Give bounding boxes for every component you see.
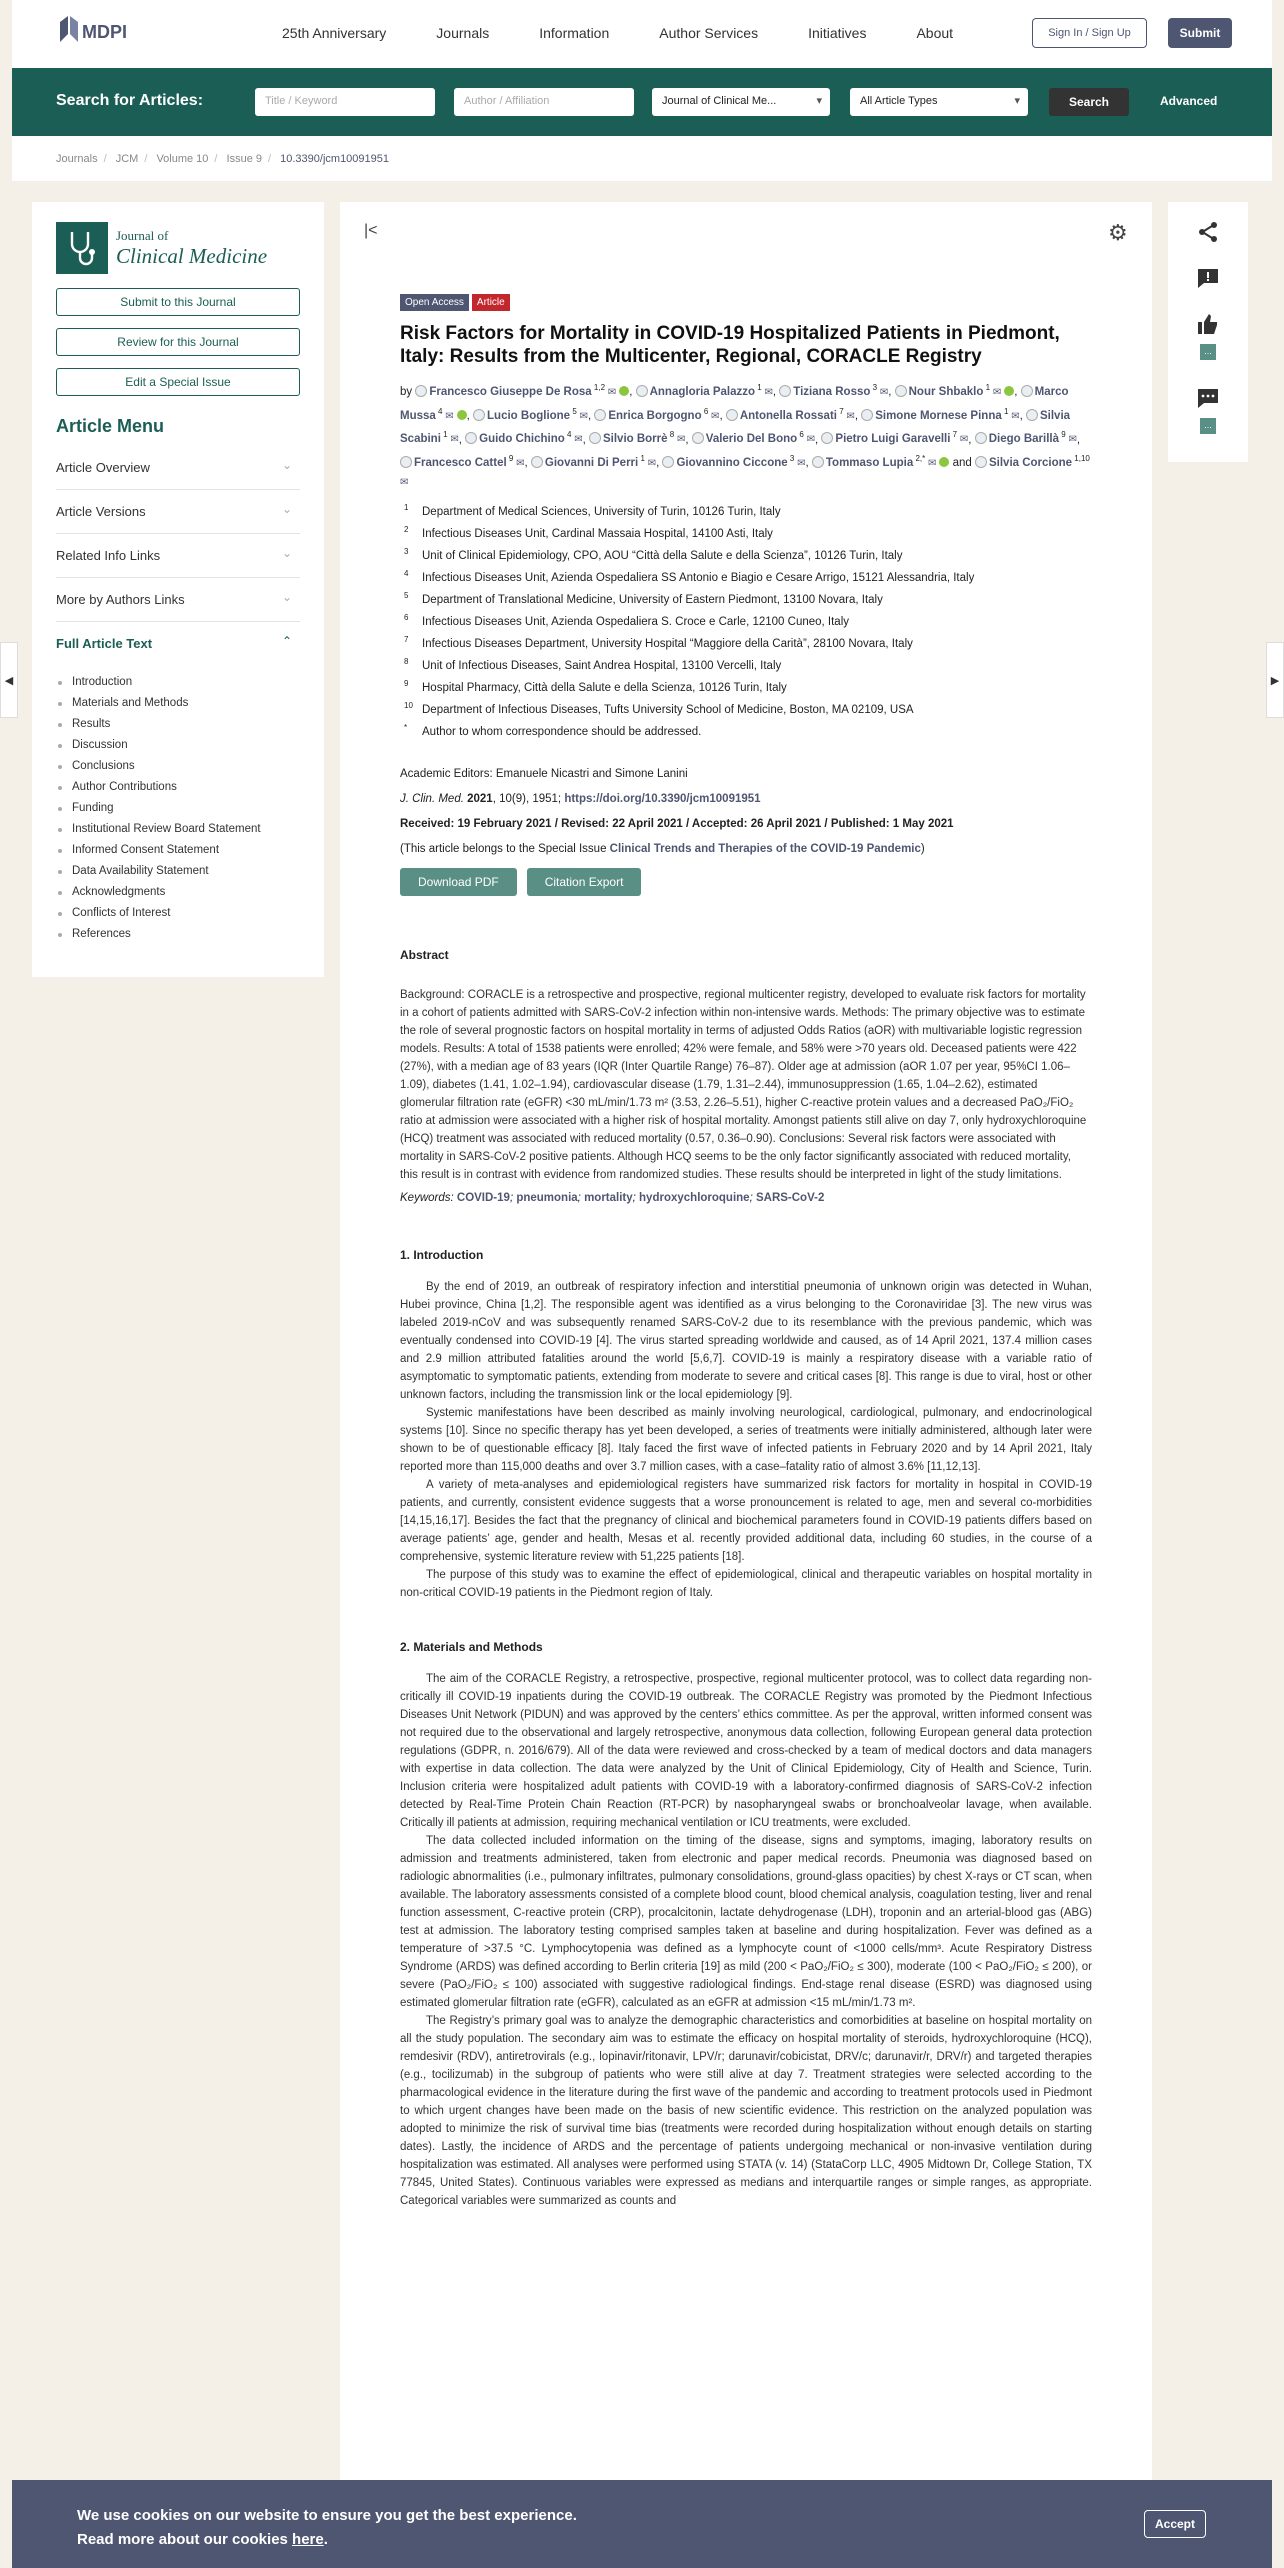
author-entry (415, 383, 629, 398)
affiliation-item (400, 569, 1092, 594)
publication-dates: Received: 19 February 2021 / Revised: 22 April 2021 / Accepted: 26 April 2021 / Published: 1 May 2021 (400, 818, 954, 831)
title-keyword-input[interactable]: Title / Keyword (255, 88, 435, 116)
author-name[interactable]: Guido Chichino (479, 433, 565, 446)
section-link-methods[interactable]: Materials and Methods (56, 697, 261, 718)
first-page-icon[interactable]: |< (364, 222, 378, 239)
previous-article-arrow[interactable]: ◀ (0, 642, 18, 718)
author-avatar-icon[interactable] (465, 432, 477, 444)
author-affil-number: 7 (836, 406, 844, 416)
menu-full-article-text[interactable] (56, 622, 300, 666)
author-avatar-icon[interactable] (821, 432, 833, 444)
author-affil-number: 4 (564, 430, 572, 440)
author-affil-number: 7 (950, 430, 958, 440)
author-entry (636, 383, 773, 398)
author-entry (662, 454, 806, 470)
author-list (400, 378, 1092, 492)
chevron-down-icon: ⌄ (281, 590, 292, 604)
author-name[interactable]: Antonella Rossati (739, 409, 837, 422)
affiliation-number: 7 (404, 635, 409, 645)
next-article-arrow[interactable]: ▶ (1266, 642, 1284, 718)
author-entry (594, 406, 720, 422)
author-avatar-icon[interactable] (895, 385, 907, 397)
edit-special-issue-button[interactable]: Edit a Special Issue (56, 368, 300, 396)
nav-about[interactable]: About (916, 25, 954, 41)
author-separator: , (888, 385, 895, 398)
author-affil-number: 5 (570, 406, 577, 416)
author-name[interactable]: Annagloria Palazzo (649, 385, 756, 398)
affiliation-text: Infectious Diseases Department, University Hospital “Maggiore della Carità”, 28100 Novara, Italy (422, 638, 913, 651)
email-icon[interactable]: ✉ (925, 458, 937, 470)
keywords-label: Keywords: (400, 1192, 454, 1205)
breadcrumb-journals[interactable]: Journals (56, 153, 98, 165)
journal-name-line1: Journal of (116, 228, 169, 243)
affiliation-number: 2 (404, 525, 409, 535)
email-icon[interactable]: ✉ (794, 458, 806, 470)
author-separator: , (587, 409, 595, 422)
author-affil-number: 9 (506, 454, 514, 464)
search-bar (12, 68, 1272, 136)
author-avatar-icon[interactable] (531, 456, 543, 468)
email-icon[interactable]: ✉ (708, 410, 720, 422)
author-name[interactable]: Silvia Corcione (988, 457, 1073, 470)
author-affil-number: 4 (435, 406, 443, 416)
cookie-line1: We use cookies on our website to ensure you get the best experience. (77, 2507, 577, 2524)
author-entry (821, 430, 969, 446)
logo-text: MDPI (82, 22, 127, 42)
doi-link[interactable]: https://doi.org/10.3390/jcm10091951 (564, 793, 761, 806)
author-affiliation-input[interactable]: Author / Affiliation (454, 88, 634, 116)
author-name[interactable]: Enrica Borgogno (608, 409, 702, 422)
email-icon[interactable]: ✉ (957, 434, 969, 446)
author-avatar-icon[interactable] (692, 432, 704, 444)
affiliation-text: Department of Medical Sciences, University of Turin, 10126 Turin, Italy (422, 506, 781, 519)
author-separator: , (1076, 433, 1081, 446)
author-name[interactable]: Francesco Giuseppe De Rosa (429, 385, 592, 398)
more-icon[interactable]: ... (1200, 344, 1216, 360)
full-text-sections (56, 676, 261, 949)
author-entry (473, 406, 588, 422)
email-icon[interactable]: ✉ (447, 434, 459, 446)
author-separator: , (719, 409, 726, 422)
email-icon[interactable]: ✉ (571, 434, 583, 446)
breadcrumb: Journals / JCM / Volume 10 / Issue 9 / 10.3390/jcm10091951 (56, 153, 390, 165)
author-affil-number: 1 (983, 383, 991, 392)
article-meta (400, 762, 1092, 862)
share-rail (1168, 202, 1248, 462)
abstract-text: Background: CORACLE is a retrospective and prospective, regional multicenter registry, developed to evaluate risk factors for mortality in a cohort of patients admitted with SARS-CoV-2 infection within non-intensive wards. Methods: The primary objective was to estimate the role of several prognostic factors on hospital mortality in terms of adjusted Odds Ratios (aOR) with multivariable logistic regression models. Results: A total of 1538 patients were enrolled; 42% were female, and 58% were >70 years old. Deceased patients were 422 (27%), with a median age of 83 years (IQR (Inter Quartile Range) 76–87). Older age at admission (aOR 1.07 per year, 95%CI 1.06–1.09), diabetes (1.41, 1.02–1.94), cardiovascular disease (1.79, 1.31–2.44), immunosuppression (1.65, 1.04–2.62), estimated glomerular filtration rate (eGFR) <30 mL/min/1.73 m² (3.53, 2.26–5.51), higher C-reactive protein values and a decreased PaO₂/FiO₂ ratio at admission were associated with a higher risk of hospital mortality. Amongst patients still alive on day 7, only hydroxychloroquine (HCQ) treatment was associated with reduced mortality (0.57, 0.36–0.90). Conclusions: Several risk factors were associated with mortality in SARS-CoV-2 positive patients. Although HCQ seems to be the only factor significantly associated with reduced mortality, this result is in contrast with evidence from randomized studies. These results should be interpreted in light of the study limitations. (400, 989, 1087, 1182)
citation-year: 2021 (467, 793, 493, 806)
thumbs-up-icon[interactable] (1196, 312, 1220, 342)
author-entry (779, 383, 889, 398)
author-affil-number: 6 (797, 430, 804, 440)
author-affil-number: 1 (638, 454, 645, 464)
author-avatar-icon[interactable] (473, 409, 485, 421)
article-badges (400, 292, 1092, 310)
section-link-irb[interactable]: Institutional Review Board Statement (56, 823, 261, 844)
author-affil-number: 1 (440, 430, 448, 440)
sign-in-button[interactable]: Sign In / Sign Up (1032, 18, 1147, 48)
cookie-line2: Read more about our cookies here. (77, 2531, 328, 2548)
comment-icon[interactable] (1196, 386, 1220, 416)
affiliation-item (400, 701, 1092, 726)
author-entry (400, 454, 525, 470)
email-icon[interactable]: ✉ (761, 386, 773, 398)
nav-journals[interactable]: Journals (436, 25, 490, 41)
keyword-link[interactable]: COVID-19 (456, 1192, 510, 1205)
author-affil-number: 2,* (913, 454, 926, 464)
menu-more-by-authors[interactable] (56, 578, 300, 622)
affiliation-text: Infectious Diseases Unit, Azienda Ospedaliera SS Antonio e Biagio e Cesare Arrigo, 15121 Alessandria, Italy (422, 572, 975, 585)
author-entry (465, 430, 583, 446)
author-separator: , (629, 385, 636, 398)
email-icon[interactable]: ✉ (674, 434, 686, 446)
author-entry (975, 430, 1077, 446)
author-affil-number: 6 (701, 406, 709, 416)
email-icon[interactable]: ✉ (1008, 410, 1020, 422)
affiliation-text: Unit of Clinical Epidemiology, CPO, AOU “Città della Salute e della Scienza”, 10126 Turin, Italy (422, 550, 903, 563)
affiliation-item (400, 613, 1092, 638)
author-affil-number: 1 (755, 383, 762, 392)
special-issue-prefix: (This article belongs to the Special Issue (400, 843, 610, 856)
email-icon[interactable]: ✉ (442, 410, 454, 422)
email-icon[interactable]: ✉ (843, 410, 855, 422)
author-avatar-icon[interactable] (975, 432, 987, 444)
accept-cookies-button[interactable]: Accept (1144, 2510, 1206, 2538)
feedback-icon[interactable] (1196, 266, 1220, 296)
author-name[interactable]: Tommaso Lupia (825, 457, 914, 470)
author-avatar-icon[interactable] (589, 432, 601, 444)
section-link-conclusions[interactable]: Conclusions (56, 760, 261, 781)
section-link-references[interactable]: References (56, 928, 261, 949)
author-entry (589, 430, 686, 446)
menu-article-versions[interactable] (56, 490, 300, 534)
author-name[interactable]: Pietro Luigi Garavelli (835, 433, 951, 446)
by-label: by (400, 385, 416, 398)
intro-paragraph: Systemic manifestations have been described as mainly involving neurological, cardiological, pulmonary, and endocrinological systems [10]. Since no specific therapy has yet been developed, a series of treatments were initially administered, although later were shown to be of questionable efficacy [8]. Italy faced the first wave of infected patients in February 2020 and by 14 April 2021, Italy reported more than 115,000 deaths and over 3.7 million cases, with a case–fatality ratio of almost 3.6% [11,12,13]. (400, 1407, 1092, 1474)
nav-author-services[interactable]: Author Services (659, 25, 759, 41)
article-sidebar (32, 202, 324, 977)
affiliation-number: 1 (404, 503, 409, 513)
author-separator: , (656, 457, 663, 470)
author-name[interactable]: Silvio Borrè (602, 433, 668, 446)
author-avatar-icon[interactable] (779, 385, 791, 397)
abstract-heading: Abstract (400, 948, 449, 963)
author-separator: , (815, 433, 822, 446)
author-avatar-icon[interactable] (1021, 385, 1033, 397)
author-separator: , (805, 457, 812, 470)
author-separator: , (1019, 409, 1026, 422)
article-type-badge: Article (472, 294, 510, 311)
author-separator: and (949, 457, 975, 470)
email-icon[interactable]: ✉ (576, 410, 588, 422)
affiliation-item (400, 657, 1092, 682)
affiliation-number: 5 (404, 591, 409, 601)
affiliation-number: 6 (404, 613, 409, 623)
affiliation-number: 3 (404, 547, 409, 557)
menu-related-info[interactable] (56, 534, 300, 578)
affiliation-number: 10 (404, 701, 413, 711)
citation-volume: , 10(9), 1951; (492, 793, 562, 806)
author-avatar-icon[interactable] (400, 456, 412, 468)
email-icon[interactable]: ✉ (877, 386, 889, 398)
affiliation-text: Department of Infectious Diseases, Tufts University School of Medicine, Boston, MA 02109, USA (422, 704, 914, 717)
journal-select[interactable]: Journal of Clinical Me... ▾ (652, 88, 830, 116)
author-affil-number: 1,2 (591, 383, 606, 392)
author-separator: , (1014, 385, 1021, 398)
keyword-link[interactable]: hydroxychloroquine (639, 1192, 750, 1205)
author-avatar-icon[interactable] (1026, 409, 1038, 421)
author-name[interactable]: Giovanni Di Perri (544, 457, 639, 470)
chevron-down-icon: ⌄ (281, 458, 292, 472)
affiliation-item (400, 503, 1092, 528)
author-name[interactable]: Diego Barillà (988, 433, 1059, 446)
breadcrumb-volume[interactable]: Volume 10 (156, 153, 209, 165)
menu-label: Related Info Links (56, 548, 161, 563)
cookie-line2-prefix: Read more about our cookies (77, 2531, 293, 2548)
affiliation-number: 8 (404, 657, 409, 667)
author-entry (726, 406, 855, 422)
breadcrumb-jcm[interactable]: JCM (115, 153, 139, 165)
author-affil-number: 1,10 (1072, 454, 1090, 464)
orcid-icon[interactable] (1004, 386, 1014, 396)
section-link-introduction[interactable]: Introduction (56, 676, 261, 697)
methods-paragraph: The aim of the CORACLE Registry, a retrospective, prospective, regional multicenter protocol, was to collect data regarding non-critically ill COVID-19 inpatients during the COVID-19 outbreak. The CORACLE Registry was promoted by the Piedmont Infectious Diseases Unit Network (PIDUN) and was approved by the centers’ ethics committee. As per the approval, written informed consent was not required due to the observational and largely retrospective, anonymous data collection, following European general data protection regulations (GDPR, n. 2016/679). All of the data were reviewed and cross-checked by a team of medical doctors and data managers with expertise in data collection. The data were analyzed by the Unit of Clinical Epidemiology, City of Health and Science, Turin. Inclusion criteria were hospitalized adult patients with COVID-19 with a laboratory-confirmed diagnosis of SARS-CoV-2 infection detected by Real-Time Protein Chain Reaction (RT-PCR) by nasopharyngeal swabs or bronchoalveolar lavage, when available. Critically ill patients at admission, requiring mechanical ventilation or ICU treatments, were excluded. (400, 1673, 1092, 1830)
share-icon[interactable] (1196, 220, 1220, 250)
review-for-journal-button[interactable]: Review for this Journal (56, 328, 300, 356)
author-avatar-icon[interactable] (812, 456, 824, 468)
affiliation-text: Infectious Diseases Unit, Cardinal Massaia Hospital, 14100 Asti, Italy (422, 528, 773, 541)
author-separator: , (466, 409, 474, 422)
cookie-more-link[interactable]: here (292, 2531, 324, 2548)
author-affil-number: 9 (1059, 430, 1066, 440)
orcid-icon[interactable] (619, 386, 629, 396)
author-affil-number: 3 (870, 383, 878, 392)
orcid-icon[interactable] (457, 410, 467, 420)
top-header (12, 0, 1272, 68)
menu-label: Article Versions (56, 504, 146, 519)
affiliation-item (400, 723, 1092, 748)
affiliation-item (400, 679, 1092, 704)
search-button[interactable]: Search (1049, 88, 1129, 116)
author-affil-number: 8 (667, 430, 675, 440)
author-name[interactable]: Marco Mussa (400, 385, 1069, 422)
email-icon[interactable]: ✉ (803, 434, 816, 446)
affiliation-number: 4 (404, 569, 409, 579)
author-entry (812, 454, 950, 470)
author-avatar-icon[interactable] (594, 409, 606, 421)
keyword-link[interactable]: mortality (584, 1192, 633, 1205)
author-separator: , (582, 433, 589, 446)
author-avatar-icon[interactable] (861, 409, 873, 421)
author-name[interactable]: Giovannino Ciccone (676, 457, 788, 470)
author-name[interactable]: Silvia Scabini (400, 409, 1071, 446)
article-actions (400, 868, 1092, 896)
section-link-data-availability[interactable]: Data Availability Statement (56, 865, 261, 886)
author-name[interactable]: Tiziana Rosso (793, 385, 871, 398)
section-link-funding[interactable]: Funding (56, 802, 261, 823)
menu-article-overview[interactable] (56, 446, 300, 490)
main-nav (282, 25, 1003, 41)
author-separator: , (854, 409, 862, 422)
affiliations (400, 503, 1092, 748)
keywords: Keywords: COVID-19; pneumonia; mortality; hydroxychloroquine; SARS-CoV-2 (400, 1192, 825, 1205)
special-issue-link[interactable]: Clinical Trends and Therapies of the COVID-19 Pandemic (609, 843, 921, 856)
breadcrumb-bar (12, 136, 1272, 182)
citation-export-button[interactable]: Citation Export (527, 868, 642, 896)
more-icon[interactable]: ... (1200, 418, 1216, 434)
author-avatar-icon[interactable] (975, 456, 987, 468)
author-name[interactable]: Lucio Boglione (487, 409, 571, 422)
affiliation-item (400, 525, 1092, 550)
search-label: Search for Articles: (56, 92, 204, 109)
journal-logo[interactable] (56, 222, 286, 274)
email-icon[interactable]: ✉ (605, 386, 617, 398)
chevron-down-icon: ⌄ (281, 502, 292, 516)
author-separator: , (685, 433, 692, 446)
cookie-text (77, 2504, 577, 2552)
methods-paragraph: The data collected included information on the timing of the disease, signs and symptoms, imaging, laboratory results on admission and treatments administered, taken from electronic and paper medical records. Pneumonia was diagnosed based on radiologic abnormalities (i.e., pulmonary infiltrates, pulmonary consolidations, ground-glass opacities) by chest X-rays or CT scan, when available. The laboratory assessments consisted of a complete blood count, blood chemical analysis, coagulation testing, liver and renal function assessment, C-reactive protein (CRP), procalcitonin, lactate dehydrogenase (LDH), troponin and an arterial-blood gas (ABG) test at admission. The laboratory testing comprised samples taken at baseline and during hospitalization. Fever was defined as a temperature of >37.5 °C. Lymphocytopenia was defined as a lymphocyte count of <1000 cells/mm³. Acute Respiratory Distress Syndrome (ARDS) was defined according to Berlin criteria [19] as mild (200 < PaO₂/FiO₂ ≤ 300), moderate (100 < PaO₂/FiO₂ ≤ 200), or severe (PaO₂/FiO₂ ≤ 100) associated with suggestive radiological findings. End-stage renal disease (ESRD) was diagnosed using estimated glomerular filtration rate (eGFR), calculated as an eGFR at admission <15 mL/min/1.73 m². (400, 1835, 1092, 2010)
introduction-heading: 1. Introduction (400, 1248, 484, 1263)
author-entry (895, 383, 1015, 398)
affiliation-text: Hospital Pharmacy, Città della Salute e della Scienza, 10126 Turin, Italy (422, 682, 787, 695)
author-separator: , (772, 385, 780, 398)
author-affil-number: 3 (787, 454, 795, 464)
affiliation-item (400, 591, 1092, 616)
journal-name-line2: Clinical Medicine (116, 244, 268, 268)
menu-label: More by Authors Links (56, 592, 185, 607)
intro-paragraph: The purpose of this study was to examine the effect of epidemiological, clinical and therapeutic variables on hospital mortality in non-critical COVID-19 patients in the Piedmont region of Italy. (400, 1569, 1092, 1600)
author-name[interactable]: Valerio Del Bono (705, 433, 798, 446)
academic-editors: Academic Editors: Emanuele Nicastri and Simone Lanini (400, 768, 688, 781)
citation-line (400, 787, 1092, 812)
affiliation-item (400, 635, 1092, 660)
author-separator: , (968, 433, 975, 446)
submit-button[interactable]: Submit (1168, 18, 1232, 48)
author-separator: , (524, 457, 531, 470)
email-icon[interactable]: ✉ (990, 386, 1002, 398)
submit-to-journal-button[interactable]: Submit to this Journal (56, 288, 300, 316)
nav-initiatives[interactable]: Initiatives (808, 25, 867, 41)
keyword-link[interactable]: SARS-CoV-2 (755, 1192, 825, 1205)
author-avatar-icon[interactable] (415, 385, 427, 397)
affiliation-item (400, 547, 1092, 572)
affiliation-text: Department of Translational Medicine, University of Eastern Piedmont, 13100 Novara, Italy (422, 594, 883, 607)
article-main (340, 202, 1152, 2568)
special-issue-suffix: ) (920, 843, 925, 856)
chevron-down-icon: ⌄ (281, 546, 292, 560)
article-content (400, 292, 1092, 2210)
chevron-up-icon: ⌃ (281, 634, 292, 648)
email-icon[interactable]: ✉ (400, 477, 409, 489)
orcid-icon[interactable] (939, 457, 949, 467)
menu-label: Full Article Text (56, 636, 153, 651)
section-link-author-contributions[interactable]: Author Contributions (56, 781, 261, 802)
citation-journal: J. Clin. Med. (400, 793, 464, 806)
section-link-conflicts[interactable]: Conflicts of Interest (56, 907, 261, 928)
breadcrumb-doi[interactable]: 10.3390/jcm10091951 (280, 153, 390, 165)
affiliation-text: Unit of Infectious Diseases, Saint Andrea Hospital, 13100 Vercelli, Italy (422, 660, 782, 673)
affiliation-text: Author to whom correspondence should be addressed. (422, 726, 702, 739)
stethoscope-icon (56, 222, 108, 274)
keyword-link[interactable]: pneumonia (516, 1192, 578, 1205)
affiliation-number: 9 (404, 679, 409, 689)
author-affil-number: 1 (1001, 406, 1009, 416)
section-link-consent[interactable]: Informed Consent Statement (56, 844, 261, 865)
section-link-discussion[interactable]: Discussion (56, 739, 261, 760)
affiliation-text: Infectious Diseases Unit, Azienda Ospedaliera S. Croce e Carle, 12100 Cuneo, Italy (422, 616, 850, 629)
author-name[interactable]: Francesco Cattel (414, 457, 507, 470)
affiliation-number: * (404, 723, 408, 733)
author-name[interactable]: Simone Mornese Pinna (875, 409, 1002, 422)
author-avatar-icon[interactable] (726, 409, 738, 421)
advanced-search-link[interactable]: Advanced (1160, 94, 1218, 108)
download-pdf-button[interactable]: Download PDF (400, 868, 517, 896)
nav-anniversary[interactable]: 25th Anniversary (282, 25, 387, 41)
methods-paragraph: The Registry’s primary goal was to analyze the demographic characteristics and comorbidities at baseline on hospital mortality on all the study population. The secondary aim was to estimate the efficacy on hospital mortality of steroids, hydroxychloroquine (HCQ), remdesivir (RDV), antiretrovirals (e.g., lopinavir/ritonavir, LPV/r; darunavir/cobicistat, DRV/c; darunavir/r, DRV/r) and targeted therapies (e.g., tocilizumab) in the subgroup of patients who were still alive at day 7. Treatment strategies were selected according to the pharmacological evidence in the literature during the first wave of the pandemic and according to treatment protocols used in Piedmont to which urgent changes have been made on the basis of new scientific evidence. This restriction on the analyzed population was adopted to minimize the risk of survival time bias (treatments were recorded during hospitalization without enough details on starting dates). Lastly, the incidence of ARDS and the percentage of patients undergoing mechanical or non-invasive ventilation during hospitalization was estimated. All analyses were performed using STATA (v. 14) (StataCorp LLC, 4905 Midtown Dr, College Station, TX 77845, United States). Continuous variables were expressed as medians and interquartile ranges or simple ranges, as appropriate. Categorical variables were summarized as counts and (400, 2015, 1092, 2208)
breadcrumb-issue[interactable]: Issue 9 (226, 153, 263, 165)
author-name[interactable]: Nour Shbaklo (908, 385, 984, 398)
methods-heading: 2. Materials and Methods (400, 1640, 543, 1655)
open-access-badge[interactable]: Open Access (400, 294, 469, 311)
author-entry (861, 406, 1020, 422)
cookie-banner (12, 2480, 1272, 2568)
article-menu-title: Article Menu (56, 416, 165, 436)
email-icon[interactable]: ✉ (644, 458, 657, 470)
intro-paragraph: By the end of 2019, an outbreak of respiratory infection and interstitial pneumonia of unknown origin was detected in Wuhan, Hubei province, China [1,2]. The responsible agent was identified as a virus belonging to the Coronaviridae [3]. The new virus was labeled 2019-nCoV and was subsequently renamed SARS-CoV-2 due to its resemblance with the previous pandemic, which was eventually condensed into COVID-19 [4]. The virus started spreading worldwide and caused, as of 14 April 2021, 137.4 million cases and 2.9 million attributed fatalities around the world [5,6,7]. COVID-19 is mainly a respiratory disease with a variable ratio of asymptomatic to symptomatic patients, extending from moderate to severe and critical cases [8]. This range is due to viral, host or other unknown factors, including the transmission link or the local epidemiology [9]. (400, 1281, 1092, 1402)
email-icon[interactable]: ✉ (513, 458, 525, 470)
section-link-results[interactable]: Results (56, 718, 261, 739)
article-type-select[interactable]: All Article Types ▾ (850, 88, 1028, 116)
article-title: Risk Factors for Mortality in COVID-19 Hospitalized Patients in Piedmont, Italy: Results from the Multicenter, Regional, CORACLE Registry (400, 323, 1060, 367)
author-separator: , (458, 433, 466, 446)
nav-information[interactable]: Information (539, 25, 610, 41)
gear-icon[interactable]: ⚙ (1108, 220, 1128, 245)
email-icon[interactable]: ✉ (1065, 434, 1077, 446)
author-entry (692, 430, 816, 446)
menu-label: Article Overview (56, 460, 150, 475)
author-avatar-icon[interactable] (662, 456, 674, 468)
section-link-acknowledgments[interactable]: Acknowledgments (56, 886, 261, 907)
special-issue-note (400, 837, 1092, 862)
author-avatar-icon[interactable] (636, 385, 648, 397)
intro-paragraph: A variety of meta-analyses and epidemiological registers have summarized risk factors for mortality in hospital in COVID-19 patients, and currently, consistent evidence suggests that a worse pronouncement is related to age, men and several co-morbidities [14,15,16,17]. Besides the fact that the pregnancy of clinical and biochemical parameters found in COVID-19 patients differs based on average patients’ age, gender and health, Mesas et al. recently provided additional data, including 60 studies, in the course of a comprehensive, systemic literature review with 51,225 patients [18]. (400, 1479, 1092, 1564)
author-entry (531, 454, 657, 470)
